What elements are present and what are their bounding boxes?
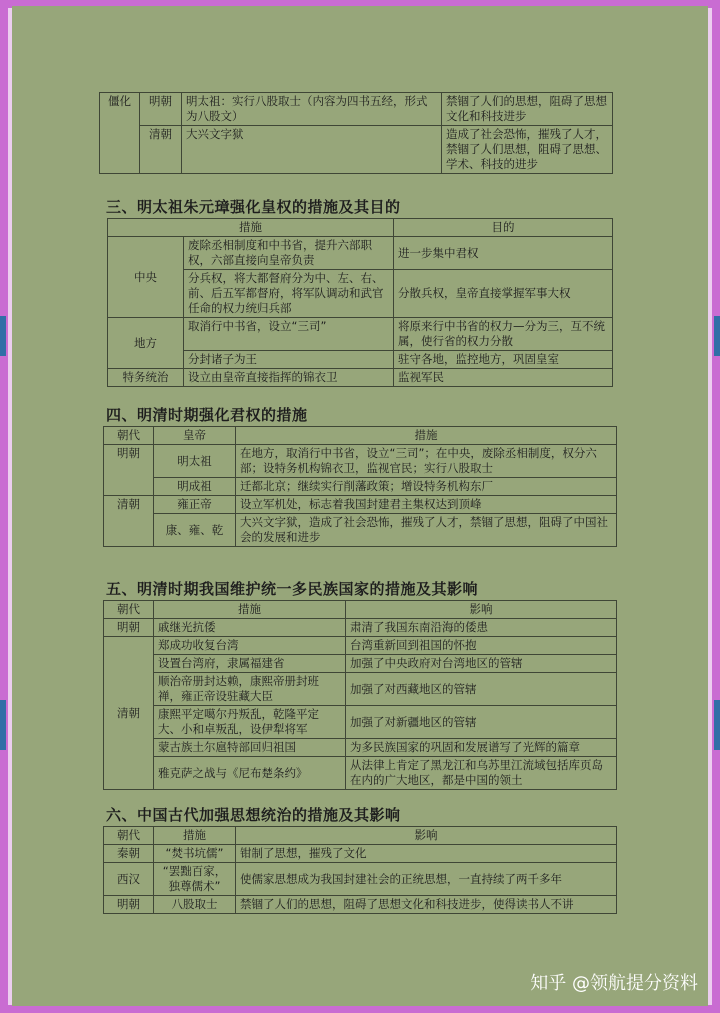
group-label: 特务统治 (108, 369, 184, 387)
dynasty-cell: 秦朝 (104, 845, 154, 863)
impact-cell: 为多民族国家的巩固和发展谱写了光辉的篇章 (346, 739, 617, 757)
impact-cell: 加强了对新疆地区的管辖 (346, 706, 617, 739)
purpose-cell: 进一步集中君权 (394, 237, 613, 270)
column-header: 朝代 (104, 827, 154, 845)
table-row (104, 673, 617, 706)
table-row (104, 619, 617, 637)
table-row (108, 237, 613, 270)
column-header: 影响 (236, 827, 617, 845)
table-row (104, 739, 617, 757)
measure-cell: 大兴文字狱，造成了社会恐怖，摧残了人才，禁锢了思想，阻碍了中国社会的发展和进步 (236, 514, 617, 547)
impact-cell: 肃清了我国东南沿海的倭患 (346, 619, 617, 637)
measure-cell: 设置台湾府，隶属福建省 (154, 655, 346, 673)
table-row (108, 351, 613, 369)
dynasty-cell: 明朝 (104, 619, 154, 637)
dynasty-cell: 西汉 (104, 863, 154, 896)
dynasty-cell: 清朝 (140, 126, 182, 174)
dynasty-cell: 清朝 (104, 496, 154, 547)
impact-cell: 加强了中央政府对台湾地区的管辖 (346, 655, 617, 673)
section-title-4: 四、明清时期强化君权的措施 (106, 406, 308, 424)
measure-cell: 取消行中书省，设立“三司” (184, 318, 394, 351)
dynasty-cell: 明朝 (140, 93, 182, 126)
section-title-3: 三、明太祖朱元璋强化皇权的措施及其目的 (106, 198, 401, 216)
impact-cell: 钳制了思想，摧残了文化 (236, 845, 617, 863)
table-row (104, 478, 617, 496)
purpose-cell: 将原来行中书省的权力—分为三，互不统属，使行省的权力分散 (394, 318, 613, 351)
table-row (104, 896, 617, 914)
emperor-cell: 明成祖 (154, 478, 236, 496)
zhihu-watermark: 知乎 @领航提分资料 (530, 973, 698, 994)
measure-cell: 分兵权，将大都督府分为中、左、右、前、后五军都督府，将军队调动和武官任命的权力统归兵部 (184, 270, 394, 318)
column-header: 影响 (346, 601, 617, 619)
ming-qing-power-table (103, 426, 617, 547)
impact-cell: 禁锢了人们的思想，阻碍了思想文化和科技进步，使得读书人不讲 (236, 896, 617, 914)
impact-cell: 加强了对西藏地区的管辖 (346, 673, 617, 706)
measure-cell: “罢黜百家，独尊儒术” (154, 863, 236, 896)
measure-cell: 大兴文字狱 (182, 126, 442, 174)
impact-cell: 台湾重新回到祖国的怀抱 (346, 637, 617, 655)
purpose-cell: 监视军民 (394, 369, 613, 387)
column-header: 朝代 (104, 601, 154, 619)
measure-cell: 设立由皇帝直接指挥的锦衣卫 (184, 369, 394, 387)
measure-cell: 八股取士 (154, 896, 236, 914)
measure-cell: 康熙平定噶尔丹叛乱，乾隆平定大、小和卓叛乱，设伊犁将军 (154, 706, 346, 739)
table-row (100, 126, 613, 174)
header-row (104, 427, 617, 445)
emperor-cell: 雍正帝 (154, 496, 236, 514)
right-edge-mark-2 (714, 700, 720, 750)
dynasty-cell: 清朝 (104, 637, 154, 790)
purpose-cell: 分散兵权，皇帝直接掌握军事大权 (394, 270, 613, 318)
header-row (108, 219, 613, 237)
right-edge-mark (714, 316, 720, 356)
measure-cell: 设立军机处，标志着我国封建君主集权达到顶峰 (236, 496, 617, 514)
impact-cell: 禁锢了人们的思想，阻碍了思想文化和科技进步 (442, 93, 613, 126)
table-row (104, 863, 617, 896)
impact-cell: 使儒家思想成为我国封建社会的正统思想，一直持续了两千多年 (236, 863, 617, 896)
emperor-cell: 明太祖 (154, 445, 236, 478)
emperor-cell: 康、雍、乾 (154, 514, 236, 547)
row-label: 僵化 (100, 93, 140, 174)
table-row (104, 706, 617, 739)
measure-cell: 戚继光抗倭 (154, 619, 346, 637)
measure-cell: 分封诸子为王 (184, 351, 394, 369)
measure-cell: “焚书坑儒” (154, 845, 236, 863)
thought-control-table (103, 826, 617, 914)
measure-cell: 在地方，取消行中书省，设立“三司”；在中央，废除丞相制度，权分六部；设特务机构锦衣卫，监视官民；实行八股取士 (236, 445, 617, 478)
dynasty-cell: 明朝 (104, 445, 154, 496)
group-label: 地方 (108, 318, 184, 369)
table-row (100, 93, 613, 126)
table-row (104, 637, 617, 655)
measure-cell: 明太祖：实行八股取士（内容为四书五经，形式为八股文） (182, 93, 442, 126)
measure-cell: 雅克萨之战与《尼布楚条约》 (154, 757, 346, 790)
column-header: 皇帝 (154, 427, 236, 445)
ossification-table (99, 92, 613, 174)
table-row (104, 757, 617, 790)
column-header: 措施 (108, 219, 394, 237)
column-header: 措施 (154, 601, 346, 619)
section-title-6: 六、中国古代加强思想统治的措施及其影响 (106, 806, 401, 824)
column-header: 目的 (394, 219, 613, 237)
impact-cell: 从法律上肯定了黑龙江和乌苏里江流域包括库页岛在内的广大地区，都是中国的领土 (346, 757, 617, 790)
header-row (104, 827, 617, 845)
section-title-5: 五、明清时期我国维护统一多民族国家的措施及其影响 (106, 580, 479, 598)
table-row (104, 445, 617, 478)
measure-cell: 蒙古族土尔扈特部回归祖国 (154, 739, 346, 757)
left-edge-mark-2 (0, 700, 6, 750)
table-row (104, 514, 617, 547)
table-row (104, 845, 617, 863)
table-row (108, 318, 613, 351)
unity-measures-table (103, 600, 617, 790)
measure-cell: 迁都北京；继续实行削藩政策；增设特务机构东厂 (236, 478, 617, 496)
column-header: 措施 (154, 827, 236, 845)
table-row (108, 369, 613, 387)
left-edge-mark (0, 316, 6, 356)
dynasty-cell: 明朝 (104, 896, 154, 914)
table-row (104, 655, 617, 673)
measure-cell: 废除丞相制度和中书省，提升六部职权，六部直接向皇帝负责 (184, 237, 394, 270)
measure-cell: 郑成功收复台湾 (154, 637, 346, 655)
purpose-cell: 驻守各地，监控地方，巩固皇室 (394, 351, 613, 369)
impact-cell: 造成了社会恐怖，摧残了人才，禁锢了人们思想，阻碍了思想、学术、科技的进步 (442, 126, 613, 174)
column-header: 朝代 (104, 427, 154, 445)
table-row (108, 270, 613, 318)
column-header: 措施 (236, 427, 617, 445)
measure-cell: 顺治帝册封达赖，康熙帝册封班禅，雍正帝设驻藏大臣 (154, 673, 346, 706)
table-row (104, 496, 617, 514)
zhu-yuanzhang-table (107, 218, 613, 387)
header-row (104, 601, 617, 619)
group-label: 中央 (108, 237, 184, 318)
